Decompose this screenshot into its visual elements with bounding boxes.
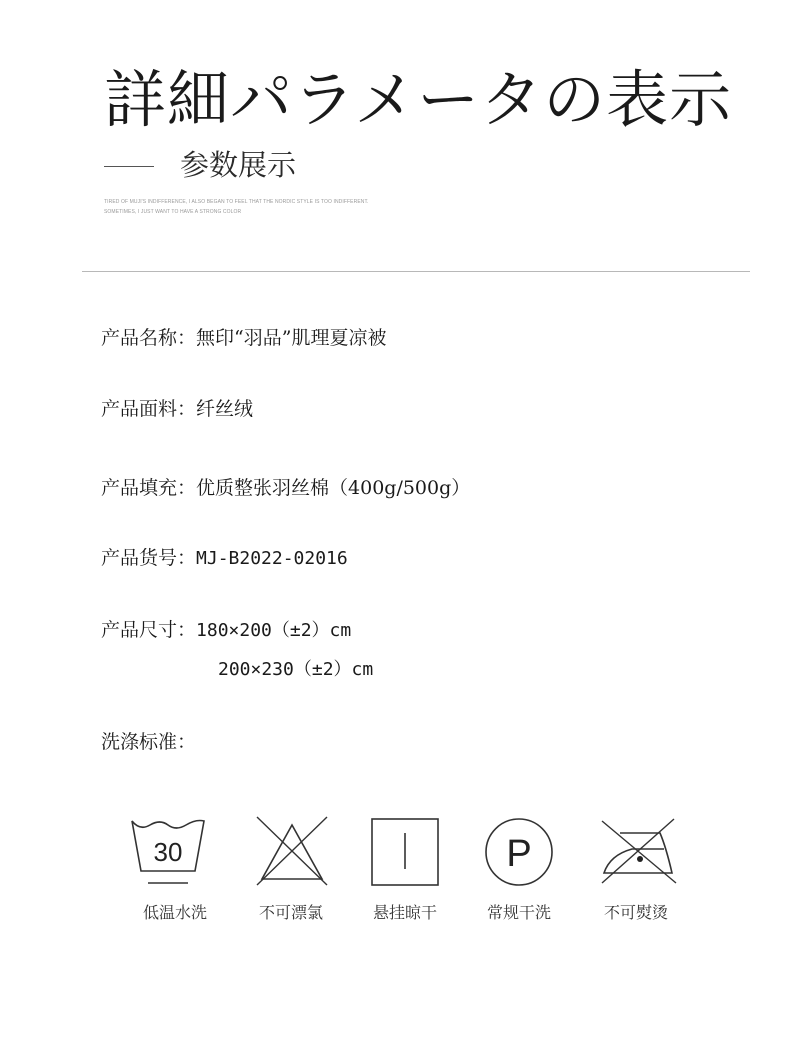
param-item-no-value: MJ-B2022-02016 [196, 548, 348, 569]
param-size [101, 615, 351, 646]
subtitle-dash [104, 166, 154, 167]
wash-temperature-text: 30 [153, 837, 183, 867]
no-iron-icon [598, 815, 678, 887]
care-heading: 洗涤标准： [101, 731, 197, 753]
param-filling [101, 473, 470, 503]
english-tagline-line1: TIRED OF MUJI'S INDIFFERENCE, I ALSO BEGAN TO FEEL THAT THE NORDIC STYLE IS TOO INDIFFERENT. [104, 199, 369, 205]
page-title: 詳細パラメータの表示 [104, 63, 733, 136]
param-name [101, 323, 386, 353]
param-filling-value: 优质整张羽丝棉（400g/500g） [196, 477, 471, 499]
dry-clean-letter: P [506, 833, 532, 875]
section-divider [82, 271, 750, 272]
param-fabric-value: 纤丝绒 [196, 398, 254, 420]
param-fabric [101, 394, 253, 424]
param-item-no [101, 543, 348, 574]
page-subtitle: 参数展示 [180, 148, 297, 182]
param-item-no-label: 产品货号： [101, 547, 197, 569]
english-tagline-line2: SOMETIMES, I JUST WANT TO HAVE A STRONG COLOR [104, 209, 242, 215]
english-tagline [104, 197, 369, 217]
param-size-label: 产品尺寸： [101, 619, 197, 641]
care-label-no-bleach: 不可漂氯 [258, 903, 323, 922]
param-size-value: 180×200（±2）cm [196, 620, 352, 641]
care-label-no-iron: 不可熨烫 [603, 903, 668, 922]
param-filling-label: 产品填充： [101, 477, 197, 499]
care-label-dry-clean: 常规干洗 [486, 903, 551, 922]
param-name-label: 产品名称： [101, 327, 197, 349]
no-bleach-icon [252, 815, 332, 887]
param-fabric-label: 产品面料： [101, 398, 197, 420]
wash-30-icon [128, 815, 208, 887]
care-label-wash: 低温水洗 [142, 903, 207, 922]
param-name-value: 無印“羽品”肌理夏凉被 [196, 327, 387, 349]
dry-clean-p-icon [479, 815, 559, 887]
hang-dry-icon [366, 815, 446, 887]
param-size-value-2: 200×230（±2）cm [218, 659, 374, 680]
care-label-hang-dry: 悬挂晾干 [372, 903, 437, 922]
